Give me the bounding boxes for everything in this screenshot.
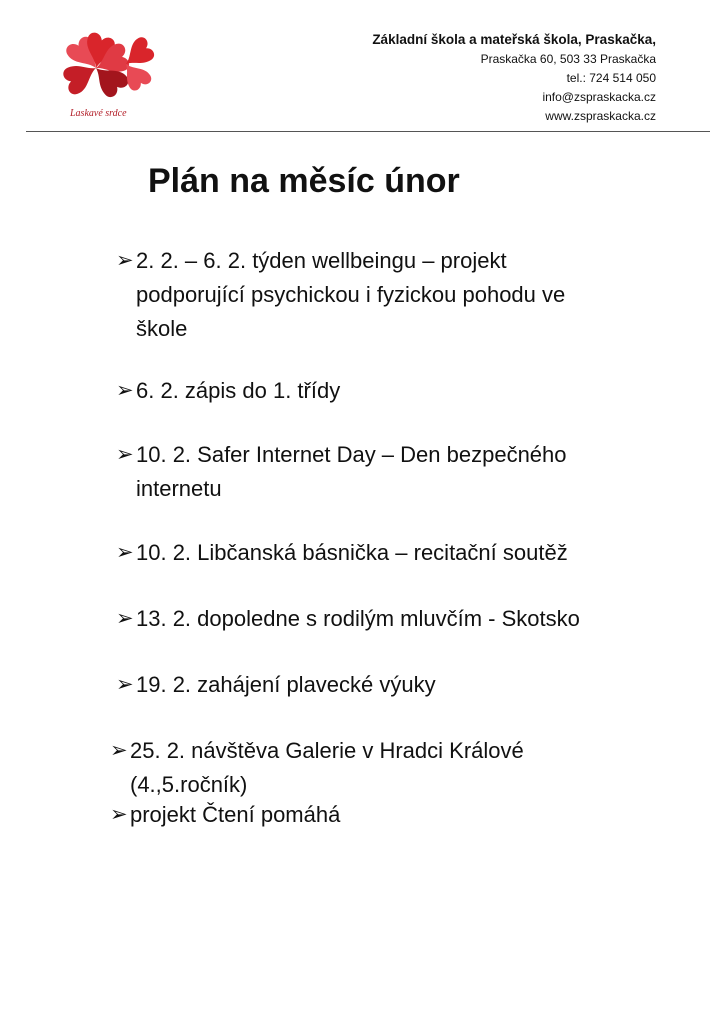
list-item-text: 2. 2. – 6. 2. týden wellbeingu – projekt podporující psychickou i fyzickou pohodu ve škole xyxy=(136,248,566,341)
list-item xyxy=(116,244,586,346)
school-logo xyxy=(56,28,164,124)
list-item-text: 6. 2. zápis do 1. třídy xyxy=(136,378,341,403)
page-title: Plán na měsíc únor xyxy=(148,162,460,200)
arrowhead-bullet-icon: ➢ xyxy=(116,673,134,696)
list-item xyxy=(116,602,706,636)
arrowhead-bullet-icon: ➢ xyxy=(116,379,134,402)
school-email[interactable]: info@zspraskacka.cz xyxy=(542,90,656,104)
school-website[interactable]: www.zspraskacka.cz xyxy=(545,109,656,123)
arrowhead-bullet-icon: ➢ xyxy=(110,803,128,826)
list-item xyxy=(110,798,690,832)
arrowhead-bullet-icon: ➢ xyxy=(116,249,134,272)
list-item xyxy=(116,374,676,408)
list-item xyxy=(116,438,626,506)
list-item-text: 19. 2. zahájení plavecké výuky xyxy=(136,672,436,697)
arrowhead-bullet-icon: ➢ xyxy=(110,739,128,762)
list-item-text: 25. 2. návštěva Galerie v Hradci Králové (4.,5.ročník) xyxy=(130,738,524,797)
list-item-text: projekt Čtení pomáhá xyxy=(130,802,341,827)
list-item xyxy=(116,668,696,702)
list-item xyxy=(110,734,580,802)
list-item xyxy=(116,536,696,570)
logo-tagline: Laskavé srdce xyxy=(70,108,127,119)
school-address: Praskačka 60, 503 33 Praskačka xyxy=(480,52,656,66)
school-name: Základní škola a mateřská škola, Praskačka, xyxy=(372,32,656,47)
list-item-text: 10. 2. Libčanská básnička – recitační soutěž xyxy=(136,540,568,565)
school-phone: tel.: 724 514 050 xyxy=(566,71,656,85)
arrowhead-bullet-icon: ➢ xyxy=(116,607,134,630)
header-divider xyxy=(26,131,710,132)
arrowhead-bullet-icon: ➢ xyxy=(116,541,134,564)
hearts-logo-icon xyxy=(56,28,164,108)
arrowhead-bullet-icon: ➢ xyxy=(116,443,134,466)
list-item-text: 10. 2. Safer Internet Day – Den bezpečného internetu xyxy=(136,442,567,501)
school-header xyxy=(372,30,656,126)
list-item-text: 13. 2. dopoledne s rodilým mluvčím - Skotsko xyxy=(136,606,580,631)
